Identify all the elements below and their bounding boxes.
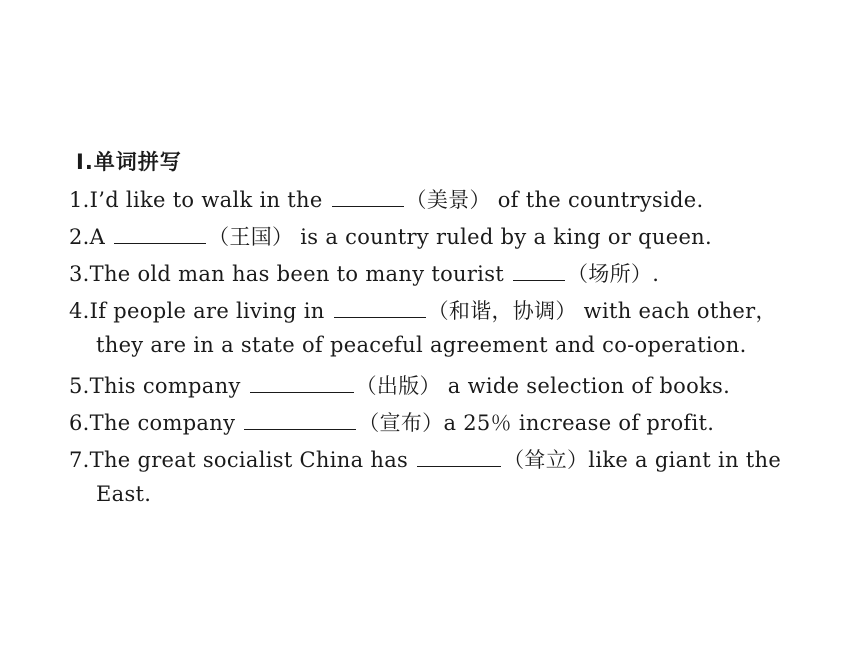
question-text-after: like a giant in the [588,448,782,472]
question-4 [69,295,777,325]
question-number: 3. [69,262,90,286]
question-1 [69,184,703,214]
question-number: 5. [69,374,90,398]
question-3 [69,258,659,288]
answer-blank[interactable] [417,446,501,467]
question-text-before: This company [89,374,248,398]
chinese-hint: （王国） [208,225,294,249]
question-text-before: The company [89,411,243,435]
question-2 [69,221,712,251]
question-text-before: The old man has been to many tourist [89,262,511,286]
question-number: 4. [69,299,90,323]
question-7-continuation: East. [96,482,152,506]
answer-blank[interactable] [250,372,354,393]
question-number: 1. [69,188,90,212]
answer-blank[interactable] [332,186,404,207]
answer-blank[interactable] [244,409,356,430]
question-5 [69,370,730,400]
answer-blank[interactable] [114,223,206,244]
question-text-after: is a country ruled by a king or queen. [293,225,712,249]
section-title: Ⅰ.单词拼写 [76,150,182,174]
chinese-hint: （美景） [405,188,491,212]
chinese-hint: （场所） [567,262,653,286]
question-number: 6. [69,411,90,435]
question-number: 2. [69,225,90,249]
question-number: 7. [69,448,90,472]
question-4-continuation: they are in a state of peaceful agreement and co-operation. [96,333,747,357]
question-text-before: A [89,225,113,249]
question-text-after: with each other， [576,299,777,323]
question-text-before: I’d like to walk in the [89,188,330,212]
chinese-hint: （出版） [355,374,441,398]
chinese-hint: （耸立） [503,448,589,472]
answer-blank[interactable] [334,297,426,318]
question-text-before: The great socialist China has [89,448,416,472]
question-text-before: If people are living in [89,299,332,323]
question-text-after: a 25％ increase of profit. [443,411,715,435]
question-7 [69,444,781,474]
chinese-hint: （宣布） [358,411,444,435]
question-text-after: a wide selection of books. [440,374,731,398]
question-text-after: of the countryside. [490,188,704,212]
answer-blank[interactable] [513,260,565,281]
question-6 [69,407,714,437]
question-text-after: . [652,262,660,286]
chinese-hint: （和谐，协调） [427,299,577,323]
